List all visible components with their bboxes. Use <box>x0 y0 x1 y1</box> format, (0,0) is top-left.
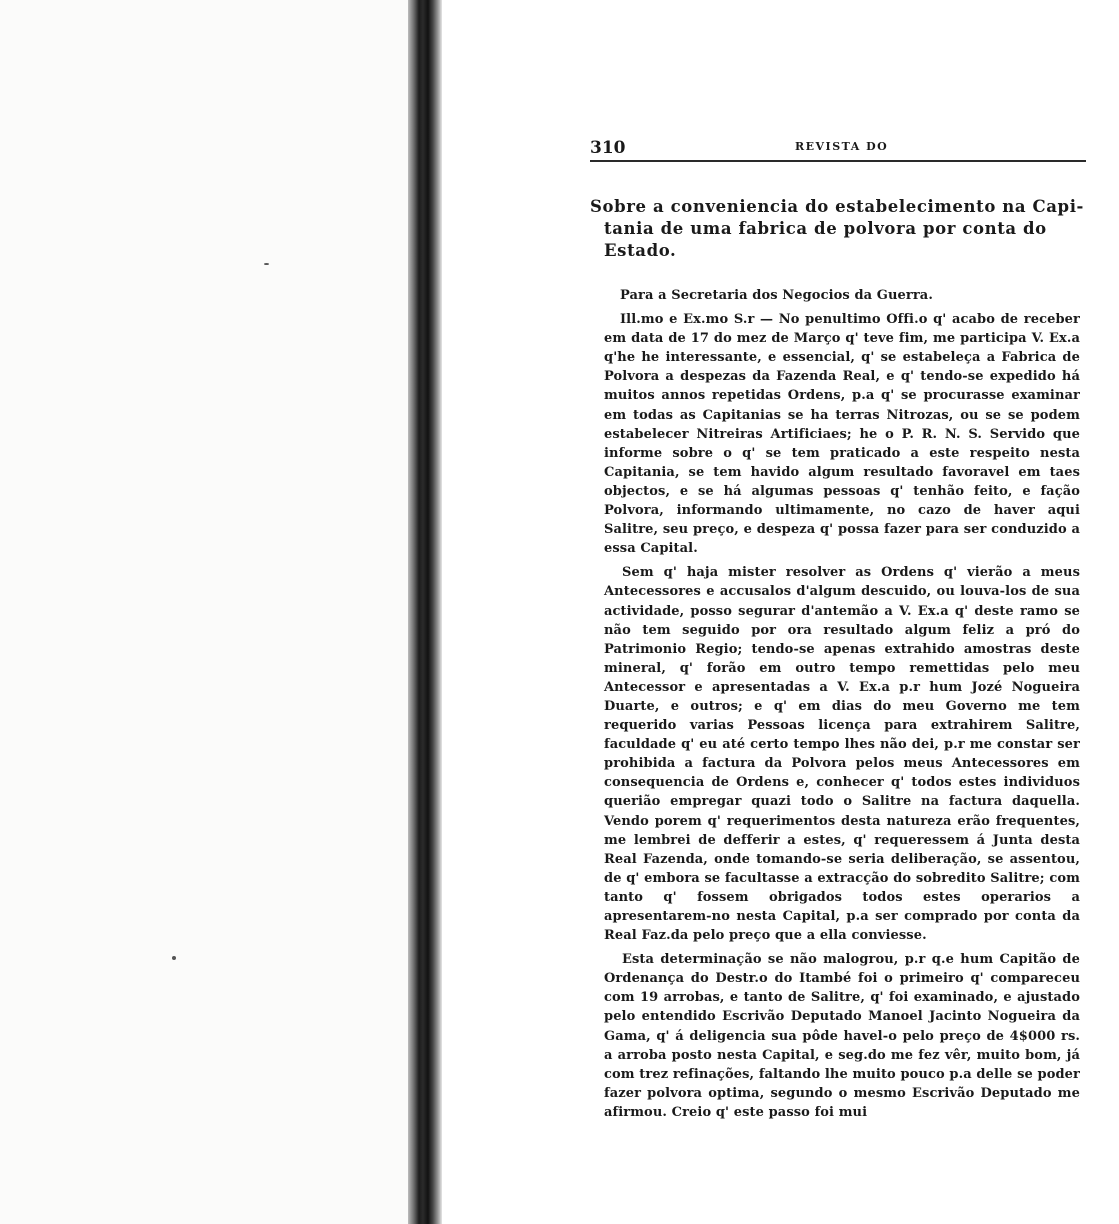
title-line: Sobre a conveniencia do estabelecimento na Capi- <box>590 197 1085 216</box>
page-header <box>590 138 1090 162</box>
article-title <box>590 196 1086 262</box>
running-head: REVISTA DO <box>795 140 889 153</box>
page-number: 310 <box>590 138 626 158</box>
header-rule <box>590 160 1086 162</box>
book-gutter <box>408 0 442 1224</box>
right-page <box>442 0 1119 1224</box>
page-speck <box>264 263 269 265</box>
addressee-line: Para a Secretaria dos Negocios da Guerra. <box>620 288 933 303</box>
body-paragraph: Ill.mo e Ex.mo S.r — No penultimo Offi.o q' acabo de receber em data de 17 do mez de Março q' teve fim, me participa V. Ex.a q'he he interessante, e essencial, q' se estabeleça a Fabrica de Polvora a despezas da Fazenda Real, e q' tendo-se expedido há muitos annos repetidas Ordens, p.a q' se procurasse examinar em todas as Capitanias se ha terras Nitrozas, ou se se podem estabelecer Nitreiras Artificiaes; he o P. R. N. S. Servido que informe sobre o q' se tem praticado a este respeito nesta Capitania, se tem havido algum resultado favoravel em taes objectos, e se há algumas pessoas q' tenhão feito, e fação Polvora, informando ultimamente, no cazo de haver aqui Salitre, seu preço, e despeza q' possa fazer para ser conduzido a essa Capital. <box>604 312 1080 557</box>
body-paragraph: Esta determinação se não malogrou, p.r q.e hum Capitão de Ordenança do Destr.o do Itambé foi o primeiro q' compareceu com 19 arrobas, e tanto de Salitre, q' foi examinado, e ajustado pelo entendido Escrivão Deputado Manoel Jacinto Nogueira da Gama, q' á deligencia sua pôde havel-o pelo preço de 4$000 rs. a arroba posto nesta Capital, e seg.do me fez vêr, muito bom, já com trez refinações, faltando lhe muito pouco p.a delle se poder fazer polvora optima, segundo o mesmo Escrivão Deputado me afirmou. Creio q' este passo foi mui <box>604 952 1080 1120</box>
title-line: Estado. <box>604 241 677 260</box>
left-page <box>0 0 408 1224</box>
article-body <box>604 286 1080 1122</box>
title-line: tania de uma fabrica de polvora por conta do <box>604 219 1047 238</box>
body-paragraph: Sem q' haja mister resolver as Ordens q' vierão a meus Antecessores e accusalos d'algum descuido, ou louva-los de sua actividade, posso segurar d'antemão a V. Ex.a q' deste ramo se não tem seguido por ora resultado algum feliz a pró do Patrimonio Regio; tendo-se apenas extrahido amostras deste mineral, q' forão em outro tempo remettidas pelo meu Antecessor e apresentadas a V. Ex.a p.r hum Jozé Nogueira Duarte, e outros; e q' em dias do meu Governo me tem requerido varias Pessoas licença para extrahirem Salitre, faculdade q' eu até certo tempo lhes não dei, p.r me constar ser prohibida a factura da Polvora pelos meus Antecessores em consequencia de Ordens e, conhecer q' todos estes individuos querião empregar quazi todo o Salitre na factura daquella. Vendo porem q' requerimentos desta natureza erão frequentes, me lembrei de defferir a estes, q' requeressem á Junta desta Real Fazenda, onde tomando-se seria deliberação, se assentou, de q' embora se facultasse a extracção do sobredito Salitre; com tanto q' fossem obrigados todos estes operarios a apresentarem-no nesta Capital, p.a ser comprado por conta da Real Faz.da pelo preço que a ella conviesse. <box>604 565 1080 944</box>
page-speck <box>172 956 176 960</box>
